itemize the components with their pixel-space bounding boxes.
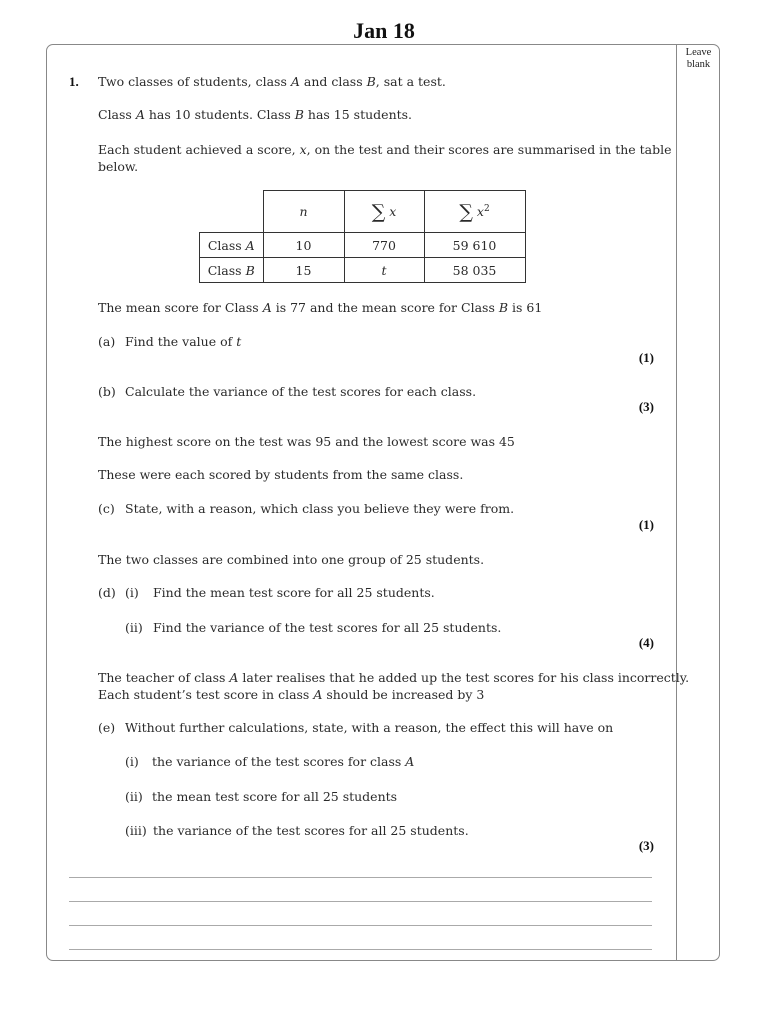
- part-e-ii-text: the mean test score for all 25 students: [152, 789, 398, 804]
- part-d-ii-text: Find the variance of the test scores for all 25 students.: [153, 620, 502, 635]
- part-b-marks: (3): [638, 399, 654, 414]
- teacher-text-line2: Each student’s test score in class A should be increased by 3: [98, 687, 485, 702]
- teacher-text-line1: The teacher of class A later realises that he added up the test scores for his class incorrectly.: [98, 670, 690, 685]
- part-e-iii-text: the variance of the test scores for all 25 students.: [153, 823, 469, 838]
- combined-text: The two classes are combined into one group of 25 students.: [98, 552, 485, 567]
- answer-line[interactable]: [69, 925, 652, 926]
- table-row: [200, 258, 526, 283]
- page-title: Jan 18: [353, 18, 415, 43]
- same-class-text: These were each scored by students from the same class.: [98, 467, 464, 482]
- summary-table: [199, 190, 526, 283]
- part-b-text: Calculate the variance of the test scores for each class.: [125, 384, 477, 399]
- part-e-ii-label: (ii): [125, 789, 143, 804]
- part-b-label: (b): [98, 384, 116, 399]
- part-c-label: (c): [98, 501, 115, 516]
- part-e-i-text: the variance of the test scores for class A: [152, 754, 415, 769]
- table-header-sum-x2: ∑ $x^2$: [424, 191, 525, 233]
- table-cell-sum-x: t: [344, 258, 424, 283]
- table-corner: [200, 191, 264, 233]
- part-a-marks: (1): [638, 350, 654, 365]
- table-header-n: n: [263, 191, 344, 233]
- part-d-ii-label: (ii): [125, 620, 143, 635]
- part-d-i-label: (i): [125, 585, 139, 600]
- table-row-label: Class B: [200, 258, 264, 283]
- part-d-i-text: Find the mean test score for all 25 students.: [153, 585, 435, 600]
- highest-score-text: The highest score on the test was 95 and the lowest score was 45: [98, 434, 515, 449]
- question-number: 1.: [69, 74, 79, 89]
- leave-blank-line2: blank: [686, 59, 711, 70]
- question-intro: Two classes of students, class A and class B, sat a test.: [98, 74, 446, 89]
- table-cell-sum-x2: 59 610: [424, 233, 525, 258]
- table-header-sum-x: ∑ x: [344, 191, 424, 233]
- leave-blank-line1: Leave: [685, 47, 712, 58]
- part-d-marks: (4): [638, 635, 654, 650]
- part-e-marks: (3): [638, 838, 654, 853]
- table-row: [200, 233, 526, 258]
- part-e-label: (e): [98, 720, 116, 735]
- part-e-i-label: (i): [125, 754, 139, 769]
- table-cell-n: 10: [263, 233, 344, 258]
- table-cell-n: 15: [263, 258, 344, 283]
- class-sizes-text: Class A has 10 students. Class B has 15 students.: [98, 107, 413, 122]
- part-e-iii-label: (iii): [125, 823, 147, 838]
- answer-line[interactable]: [69, 949, 652, 950]
- answer-line[interactable]: [69, 901, 652, 902]
- table-cell-sum-x2: 58 035: [424, 258, 525, 283]
- part-c-marks: (1): [638, 517, 654, 532]
- scores-text-line2: below.: [98, 159, 139, 174]
- part-a-label: (a): [98, 334, 116, 349]
- part-c-text: State, with a reason, which class you believe they were from.: [125, 501, 515, 516]
- mean-text: The mean score for Class A is 77 and the mean score for Class B is 61: [98, 300, 543, 315]
- margin-divider: [676, 44, 677, 961]
- answer-line[interactable]: [69, 877, 652, 878]
- table-cell-sum-x: 770: [344, 233, 424, 258]
- scores-text-line1: Each student achieved a score, x, on the test and their scores are summarised in the table: [98, 142, 672, 157]
- part-d-label: (d): [98, 585, 116, 600]
- part-e-text: Without further calculations, state, with a reason, the effect this will have on: [125, 720, 614, 735]
- part-a-text: Find the value of t: [125, 334, 242, 349]
- leave-blank-label: [677, 47, 720, 71]
- table-row-label: Class A: [200, 233, 264, 258]
